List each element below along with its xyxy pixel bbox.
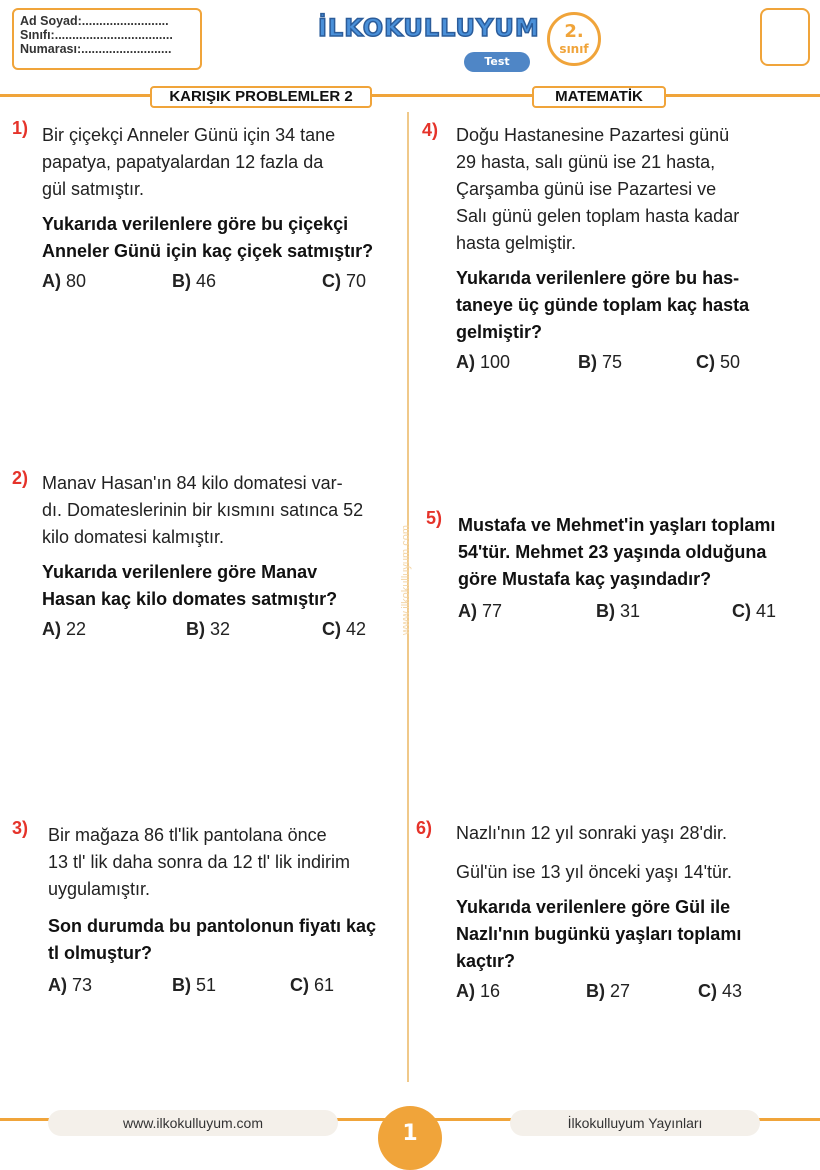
option-value: 16 bbox=[480, 981, 501, 1001]
option-value: 73 bbox=[72, 975, 93, 995]
option-value: 41 bbox=[756, 601, 777, 621]
question-prompt-line: taneye üç günde toplam kaç hasta bbox=[456, 295, 750, 315]
question-number: 6) bbox=[416, 818, 433, 838]
option-letter: C) bbox=[322, 271, 341, 291]
question-text-line: Salı günü gelen toplam hasta kadar bbox=[456, 206, 740, 226]
option-a[interactable] bbox=[458, 601, 596, 622]
option-letter: B) bbox=[578, 352, 597, 372]
footer-website[interactable]: www.ilkokulluyum.com bbox=[48, 1110, 338, 1136]
test-badge: Test bbox=[464, 52, 530, 72]
question-prompt-line: Hasan kaç kilo domates satmıştır? bbox=[42, 589, 338, 609]
option-letter: B) bbox=[172, 271, 191, 291]
question-prompt-line: Yukarıda verilenlere göre bu has- bbox=[456, 268, 740, 288]
option-a[interactable] bbox=[42, 271, 172, 292]
option-value: 22 bbox=[66, 619, 87, 639]
subject-label: MATEMATİK bbox=[532, 86, 666, 108]
page-number: 1 bbox=[378, 1106, 442, 1170]
option-value: 75 bbox=[602, 352, 623, 372]
question-number: 5) bbox=[426, 508, 443, 528]
option-value: 32 bbox=[210, 619, 231, 639]
option-letter: B) bbox=[172, 975, 191, 995]
question-number: 1) bbox=[12, 118, 29, 138]
question-prompt-line: Nazlı'nın bugünkü yaşları toplamı bbox=[456, 924, 742, 944]
question-text-line: hasta gelmiştir. bbox=[456, 233, 577, 253]
option-letter: C) bbox=[290, 975, 309, 995]
score-box bbox=[760, 8, 810, 66]
question-prompt-line: Mustafa ve Mehmet'in yaşları toplamı bbox=[458, 515, 776, 535]
option-value: 42 bbox=[346, 619, 367, 639]
question-prompt-line: Anneler Günü için kaç çiçek satmıştır? bbox=[42, 241, 374, 261]
question-text-line: 13 tl' lik daha sonra da 12 tl' lik indirim bbox=[48, 852, 351, 872]
site-logo: İLKOKULLUYUM bbox=[318, 14, 540, 42]
question-4 bbox=[456, 122, 806, 373]
answer-options bbox=[48, 975, 398, 996]
option-b[interactable] bbox=[586, 981, 698, 1002]
question-text-line: kilo domatesi kalmıştır. bbox=[42, 527, 225, 547]
title-bar-line-left bbox=[0, 94, 150, 97]
option-a[interactable] bbox=[48, 975, 172, 996]
option-b[interactable] bbox=[596, 601, 732, 622]
question-text-line: Bir çiçekçi Anneler Günü için 34 tane bbox=[42, 125, 336, 145]
question-text-line: papatya, papatyalardan 12 fazla da bbox=[42, 152, 324, 172]
option-letter: B) bbox=[586, 981, 605, 1001]
question-text-line: Bir mağaza 86 tl'lik pantolana önce bbox=[48, 825, 327, 845]
student-info-box bbox=[12, 8, 202, 70]
question-3 bbox=[48, 822, 398, 996]
option-c[interactable] bbox=[696, 352, 740, 373]
option-letter: C) bbox=[732, 601, 751, 621]
question-prompt-line: 54'tür. Mehmet 23 yaşında olduğuna bbox=[458, 542, 767, 562]
option-letter: A) bbox=[456, 981, 475, 1001]
question-prompt-line: Yukarıda verilenlere göre bu çiçekçi bbox=[42, 214, 349, 234]
option-letter: C) bbox=[696, 352, 715, 372]
title-bar-line-right bbox=[666, 94, 820, 97]
question-number: 4) bbox=[422, 120, 439, 140]
question-text-line: uygulamıştır. bbox=[48, 879, 151, 899]
option-value: 61 bbox=[314, 975, 335, 995]
option-a[interactable] bbox=[42, 619, 186, 640]
answer-options bbox=[42, 271, 392, 292]
option-value: 46 bbox=[196, 271, 217, 291]
worksheet-title: KARIŞIK PROBLEMLER 2 bbox=[150, 86, 372, 108]
question-number: 3) bbox=[12, 818, 29, 838]
answer-options bbox=[456, 981, 806, 1002]
question-prompt-line: gelmiştir? bbox=[456, 322, 543, 342]
option-letter: B) bbox=[596, 601, 615, 621]
option-letter: B) bbox=[186, 619, 205, 639]
option-value: 80 bbox=[66, 271, 87, 291]
option-c[interactable] bbox=[698, 981, 742, 1002]
option-value: 31 bbox=[620, 601, 641, 621]
answer-options bbox=[42, 619, 397, 640]
question-2 bbox=[42, 470, 397, 640]
question-5 bbox=[458, 512, 808, 622]
option-c[interactable] bbox=[322, 271, 366, 292]
option-value: 50 bbox=[720, 352, 741, 372]
option-letter: A) bbox=[458, 601, 477, 621]
question-prompt-line: Yukarıda verilenlere göre Gül ile bbox=[456, 897, 731, 917]
answer-options bbox=[458, 601, 808, 622]
question-text-line: Doğu Hastanesine Pazartesi günü bbox=[456, 125, 730, 145]
title-bar-line-middle bbox=[372, 94, 532, 97]
grade-badge bbox=[547, 12, 601, 66]
question-prompt-line: tl olmuştur? bbox=[48, 943, 152, 963]
option-b[interactable] bbox=[172, 271, 322, 292]
question-6 bbox=[456, 820, 806, 1002]
question-text-line: Nazlı'nın 12 yıl sonraki yaşı 28'dir. bbox=[456, 823, 728, 843]
question-prompt-line: göre Mustafa kaç yaşındadır? bbox=[458, 569, 712, 589]
answer-options bbox=[456, 352, 806, 373]
option-c[interactable] bbox=[322, 619, 366, 640]
option-letter: A) bbox=[48, 975, 67, 995]
question-1 bbox=[42, 122, 392, 292]
option-b[interactable] bbox=[172, 975, 290, 996]
option-a[interactable] bbox=[456, 352, 578, 373]
name-field[interactable]: Ad Soyad:......................... bbox=[20, 14, 169, 28]
option-value: 43 bbox=[722, 981, 743, 1001]
question-text-line: Çarşamba günü ise Pazartesi ve bbox=[456, 179, 717, 199]
option-b[interactable] bbox=[578, 352, 696, 373]
question-prompt-line: kaçtır? bbox=[456, 951, 516, 971]
number-field[interactable]: Numarası:.......................... bbox=[20, 42, 172, 56]
option-value: 100 bbox=[480, 352, 511, 372]
option-letter: C) bbox=[322, 619, 341, 639]
option-value: 70 bbox=[346, 271, 367, 291]
option-value: 51 bbox=[196, 975, 217, 995]
question-text-line: gül satmıştır. bbox=[42, 179, 145, 199]
option-letter: A) bbox=[456, 352, 475, 372]
option-letter: A) bbox=[42, 619, 61, 639]
question-text-line: dı. Domateslerinin bir kısmını satınca 52 bbox=[42, 500, 364, 520]
option-b[interactable] bbox=[186, 619, 322, 640]
option-value: 77 bbox=[482, 601, 503, 621]
class-field[interactable]: Sınıfı:.................................. bbox=[20, 28, 173, 42]
question-text-line: 29 hasta, salı günü ise 21 hasta, bbox=[456, 152, 716, 172]
grade-number: 2. bbox=[564, 21, 584, 42]
question-prompt-line: Son durumda bu pantolonun fiyatı kaç bbox=[48, 916, 377, 936]
footer-publisher: İlkokulluyum Yayınları bbox=[510, 1110, 760, 1136]
question-prompt-line: Yukarıda verilenlere göre Manav bbox=[42, 562, 318, 582]
option-c[interactable] bbox=[290, 975, 334, 996]
question-text-line: Manav Hasan'ın 84 kilo domatesi var- bbox=[42, 473, 343, 493]
watermark: www.ilkokulluyum.com bbox=[400, 524, 412, 636]
option-letter: A) bbox=[42, 271, 61, 291]
option-value: 27 bbox=[610, 981, 631, 1001]
question-number: 2) bbox=[12, 468, 29, 488]
grade-word: sınıf bbox=[559, 42, 589, 56]
option-c[interactable] bbox=[732, 601, 776, 622]
question-text-line: Gül'ün ise 13 yıl önceki yaşı 14'tür. bbox=[456, 862, 733, 882]
option-letter: C) bbox=[698, 981, 717, 1001]
option-a[interactable] bbox=[456, 981, 586, 1002]
